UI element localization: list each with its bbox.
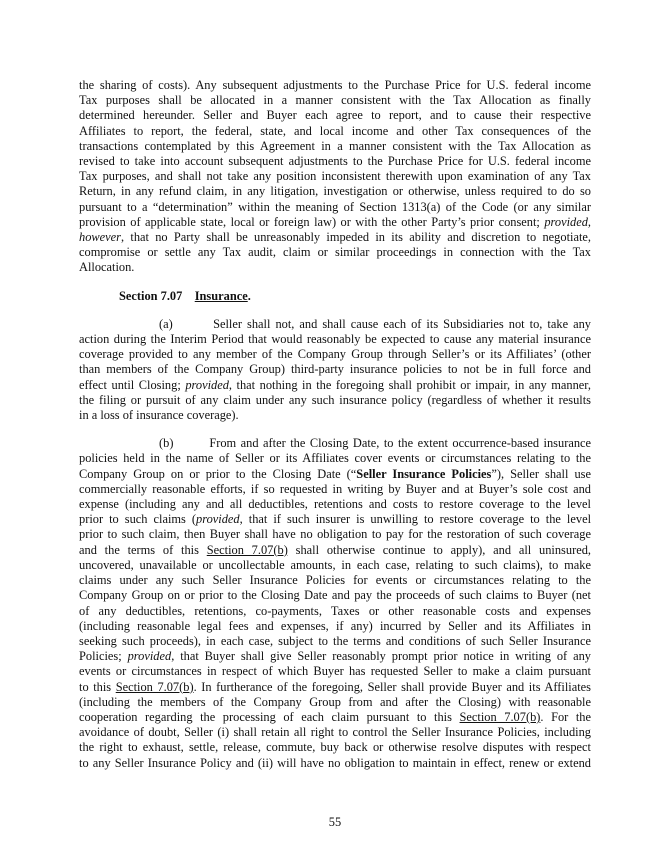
text-line: coverage provided to any member of the Company Group through Seller’s or its Affiliates’ (other <box>79 347 591 362</box>
text-line: Allocation. <box>79 260 135 275</box>
however-term: however <box>79 230 121 245</box>
provided-term: provided <box>185 377 229 392</box>
text-line <box>79 649 591 664</box>
text-line: expense (including any and all deductibles, retentions and costs to restore coverage to the level <box>79 497 591 512</box>
text-run: . In furtherance of the foregoing, Seller shall provide Buyer and its Affiliates <box>193 679 591 694</box>
provided-term: provided <box>127 649 172 664</box>
text-run: provision of applicable state, local or foreign law) or with the other Party’s prior consent; <box>79 214 540 229</box>
text-line: the filing or pursuit of any claim under any such insurance policy (regardless of whether it results <box>79 392 591 407</box>
text-line: pursuant to a “determination” within the meaning of Section 1313(a) of the Code (or any similar <box>79 199 591 214</box>
text-line: action during the Interim Period that would reasonably be expected to cause any material insurance <box>79 332 591 347</box>
text-line <box>79 467 591 482</box>
text-line: (including the members of the Company Group from and after the Closing) with reasonable <box>79 694 591 709</box>
text-run: Company Group on or prior to the Closing Date (“ <box>79 466 357 481</box>
document-body <box>79 78 591 771</box>
text-run: shall otherwise continue to apply), and all uninsured, <box>295 542 591 557</box>
text-line <box>79 543 591 558</box>
text-run: , that no Party shall be unreasonably impeded in its ability and discretion to negotiate, <box>120 230 591 245</box>
paragraph-b <box>79 436 591 770</box>
provided-term: provided <box>196 512 240 527</box>
text-run: ”), Seller shall use <box>491 466 591 481</box>
section-heading <box>119 289 591 304</box>
text-line: to any Seller Insurance Policy and (ii) will have no obligation to maintain in effect, renew or extend <box>79 755 591 770</box>
text-line: Affiliates to report, the federal, state, and local income and other Tax consequences of the <box>79 123 591 138</box>
text-line: policies held in the name of Seller or its Affiliates cover events or circumstances relating to the <box>79 451 591 466</box>
text-run: and the terms of this <box>79 542 199 557</box>
text-line <box>79 436 591 451</box>
text-line: compromise or settle any Tax audit, claim or similar proceedings in connection with the Tax <box>79 245 591 260</box>
text-line <box>79 317 591 332</box>
paragraph-a <box>79 317 591 423</box>
tax-allocation-paragraph <box>79 78 591 276</box>
text-run: cooperation regarding the processing of each claim pursuant to this <box>79 709 452 724</box>
clause-label-b: (b) <box>159 436 174 451</box>
section-title: Insurance <box>194 288 248 303</box>
text-run: . For the <box>540 709 591 724</box>
text-line: avoidance of doubt, Seller (i) shall retain all right to control the Seller Insurance Policies, including <box>79 725 591 740</box>
text-line: Return, in any refund claim, in any litigation, investigation or otherwise, unless required to do so <box>79 184 591 199</box>
section-number: Section 7.07 <box>119 288 183 303</box>
text-line <box>79 512 591 527</box>
text-run: effect until Closing; <box>79 377 181 392</box>
text-line: prior to such claim, then Buyer shall have no obligation to pay for the restoration of such coverage <box>79 527 591 542</box>
text-line <box>79 230 591 245</box>
text-line: revised to take into account subsequent adjustments to the Purchase Price for U.S. federal income <box>79 154 591 169</box>
text-line: transactions contemplated by this Agreement in a manner consistent with the Tax Allocation as <box>79 138 591 153</box>
text-line <box>79 710 591 725</box>
text-line: determined hereunder. Seller and Buyer each agree to report, and to cause their respective <box>79 108 591 123</box>
text-run: Seller shall not, and shall cause each of its Subsidiaries not to, take any <box>213 316 591 331</box>
text-line: seeking such proceeds), in each case, subject to the terms and conditions of such Seller Insurance <box>79 633 591 648</box>
section-reference: Section 7.07(b) <box>206 542 288 557</box>
text-run: , that if such insurer is unwilling to restore coverage to the level <box>239 512 592 527</box>
defined-term: Seller Insurance Policies <box>356 466 492 481</box>
text-line: than members of the Company Group) third-party insurance policies to not be in full force and <box>79 362 591 377</box>
text-line: of any deductibles, retentions, co-payments, Taxes or other reasonable costs and expenses <box>79 603 591 618</box>
section-reference: Section 7.07(b) <box>459 709 541 724</box>
text-line: Tax purposes, and shall not take any position inconsistent therewith upon examination of any Tax <box>79 169 591 184</box>
text-line: events or circumstances in respect of which Buyer has requested Seller to make a claim pursuant <box>79 664 591 679</box>
text-line: uncovered, unavailable or uncollectable amounts, in each case, relating to such claims), to make <box>79 557 591 572</box>
text-line: commercially reasonable efforts, if so requested in writing by Buyer and at Buyer’s sole cost and <box>79 481 591 496</box>
text-line <box>79 215 591 230</box>
page-number: 55 <box>328 815 342 829</box>
text-line: in a loss of insurance coverage). <box>79 408 239 423</box>
text-line: Company Group on or prior to the Closing Date and pay the proceeds of such claims to Buyer (net <box>79 588 591 603</box>
text-line: the right to exhaust, settle, release, commute, buy back or otherwise resolve disputes with respect <box>79 740 591 755</box>
section-title-period: . <box>247 288 251 303</box>
text-line: Tax purposes shall be allocated in a manner consistent with the Tax Allocation as finally <box>79 93 591 108</box>
text-line: the sharing of costs). Any subsequent adjustments to the Purchase Price for U.S. federal income <box>79 78 591 92</box>
text-run: , that Buyer shall give Seller reasonably prompt prior notice in writing of any <box>171 649 591 664</box>
text-run: From and after the Closing Date, to the extent occurrence-based insurance <box>209 436 592 451</box>
text-line: claims under any such Seller Insurance Policies for events or circumstances relating to the <box>79 573 591 588</box>
text-run: prior to such claims ( <box>79 512 197 527</box>
text-line <box>79 680 591 695</box>
text-line: (including reasonable legal fees and expenses, if any) incurred by Seller and its Affiliates in <box>79 618 591 633</box>
text-line <box>79 378 591 393</box>
section-reference: Section 7.07(b) <box>115 679 194 694</box>
text-run: Policies; <box>79 649 122 664</box>
clause-label-a: (a) <box>159 316 173 331</box>
text-run: to this <box>79 679 112 694</box>
text-run: , that nothing in the foregoing shall prohibit or impair, in any manner, <box>228 377 591 392</box>
provided-term: provided, <box>544 214 591 229</box>
